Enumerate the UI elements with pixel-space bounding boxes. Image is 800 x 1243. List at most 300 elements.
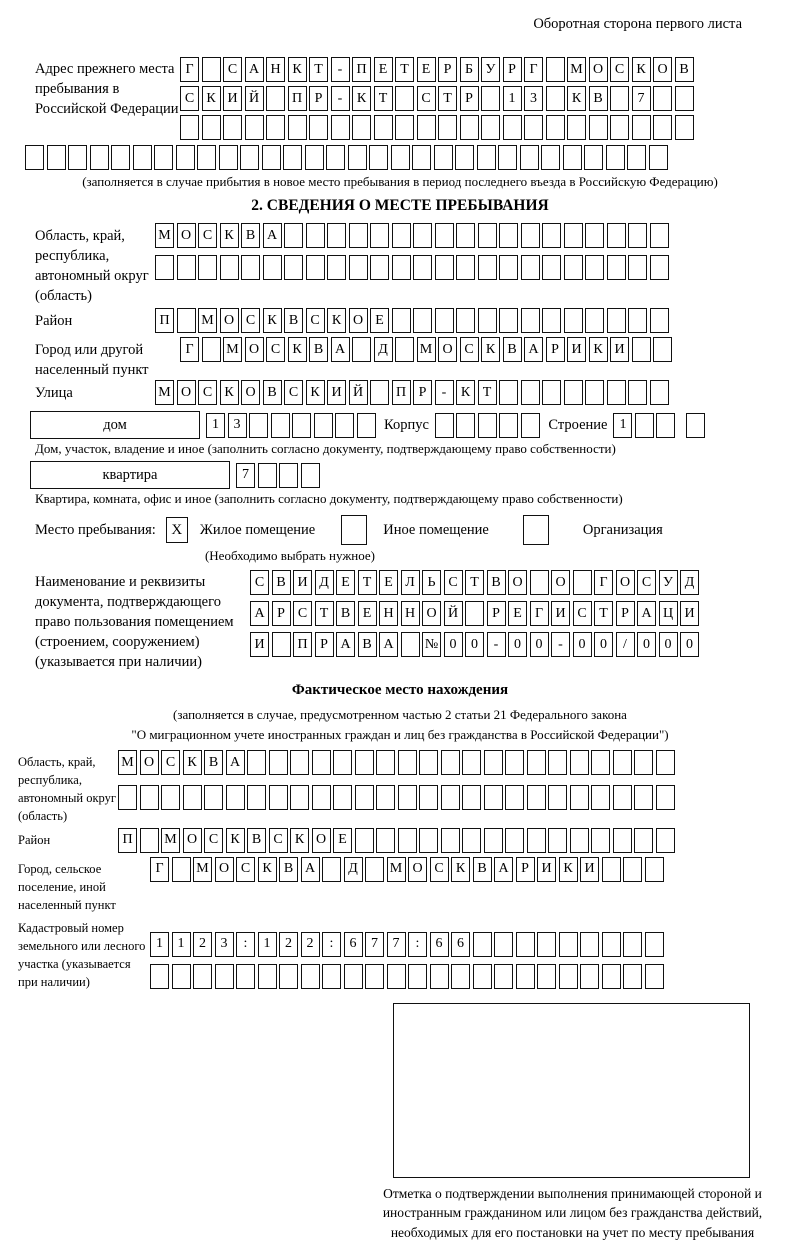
char-cell[interactable]: И — [551, 601, 570, 626]
char-cell[interactable]: 0 — [637, 632, 656, 657]
char-cell[interactable] — [484, 828, 503, 853]
char-cell[interactable]: Д — [315, 570, 334, 595]
char-cell[interactable] — [314, 413, 333, 438]
char-cell[interactable] — [634, 785, 653, 810]
char-cell[interactable] — [370, 255, 389, 280]
char-cell[interactable] — [628, 223, 647, 248]
char-cell[interactable]: К — [451, 857, 470, 882]
char-cell[interactable] — [111, 145, 130, 170]
char-cell[interactable]: К — [567, 86, 586, 111]
char-cell[interactable]: П — [155, 308, 174, 333]
char-cell[interactable] — [589, 115, 608, 140]
char-cell[interactable]: : — [408, 932, 427, 957]
char-cell[interactable]: 0 — [680, 632, 699, 657]
char-cell[interactable]: 1 — [150, 932, 169, 957]
char-cell[interactable] — [559, 964, 578, 989]
char-cell[interactable] — [656, 750, 675, 775]
char-cell[interactable] — [494, 964, 513, 989]
char-cell[interactable]: Т — [438, 86, 457, 111]
char-cell[interactable]: Д — [344, 857, 363, 882]
char-cell[interactable]: С — [460, 337, 479, 362]
char-cell[interactable] — [355, 828, 374, 853]
char-cell[interactable] — [478, 413, 497, 438]
char-cell[interactable]: М — [567, 57, 586, 82]
char-cell[interactable]: И — [610, 337, 629, 362]
char-cell[interactable] — [305, 145, 324, 170]
char-cell[interactable] — [266, 115, 285, 140]
char-cell[interactable]: Т — [315, 601, 334, 626]
char-cell[interactable] — [326, 145, 345, 170]
char-cell[interactable]: М — [161, 828, 180, 853]
char-cell[interactable] — [591, 828, 610, 853]
char-cell[interactable]: М — [387, 857, 406, 882]
char-cell[interactable] — [478, 223, 497, 248]
checkbox-zhiloe[interactable]: X — [166, 517, 188, 543]
char-cell[interactable] — [645, 857, 664, 882]
char-cell[interactable] — [516, 964, 535, 989]
char-cell[interactable] — [223, 115, 242, 140]
char-cell[interactable] — [357, 413, 376, 438]
char-cell[interactable] — [263, 255, 282, 280]
char-cell[interactable]: С — [284, 380, 303, 405]
char-cell[interactable]: Д — [680, 570, 699, 595]
char-cell[interactable] — [484, 785, 503, 810]
char-cell[interactable] — [541, 145, 560, 170]
char-cell[interactable]: Т — [465, 570, 484, 595]
char-cell[interactable]: К — [306, 380, 325, 405]
char-cell[interactable]: В — [487, 570, 506, 595]
char-cell[interactable] — [585, 380, 604, 405]
char-cell[interactable]: Р — [616, 601, 635, 626]
char-cell[interactable]: Р — [413, 380, 432, 405]
char-cell[interactable] — [559, 932, 578, 957]
char-cell[interactable] — [613, 828, 632, 853]
char-cell[interactable] — [546, 86, 565, 111]
char-cell[interactable] — [484, 750, 503, 775]
char-cell[interactable] — [435, 413, 454, 438]
char-cell[interactable]: К — [327, 308, 346, 333]
char-cell[interactable] — [498, 145, 517, 170]
char-cell[interactable] — [154, 145, 173, 170]
char-cell[interactable] — [245, 115, 264, 140]
char-cell[interactable] — [441, 750, 460, 775]
char-cell[interactable]: Й — [444, 601, 463, 626]
char-cell[interactable] — [585, 223, 604, 248]
char-cell[interactable]: К — [352, 86, 371, 111]
char-cell[interactable] — [376, 785, 395, 810]
char-cell[interactable] — [570, 785, 589, 810]
char-cell[interactable]: В — [309, 337, 328, 362]
char-cell[interactable] — [607, 255, 626, 280]
char-cell[interactable] — [269, 785, 288, 810]
char-cell[interactable] — [481, 86, 500, 111]
char-cell[interactable]: К — [220, 380, 239, 405]
char-cell[interactable]: 7 — [387, 932, 406, 957]
char-cell[interactable] — [202, 115, 221, 140]
char-cell[interactable] — [133, 145, 152, 170]
char-cell[interactable] — [478, 255, 497, 280]
char-cell[interactable]: А — [250, 601, 269, 626]
char-cell[interactable]: В — [247, 828, 266, 853]
char-cell[interactable] — [177, 308, 196, 333]
char-cell[interactable]: Д — [374, 337, 393, 362]
char-cell[interactable]: О — [312, 828, 331, 853]
char-cell[interactable] — [584, 145, 603, 170]
checkbox-inoe[interactable] — [341, 515, 367, 545]
char-cell[interactable] — [650, 308, 669, 333]
char-cell[interactable] — [369, 145, 388, 170]
char-cell[interactable]: Г — [180, 57, 199, 82]
char-cell[interactable]: Е — [379, 570, 398, 595]
char-cell[interactable] — [180, 115, 199, 140]
char-cell[interactable] — [219, 145, 238, 170]
char-cell[interactable] — [395, 115, 414, 140]
char-cell[interactable] — [292, 413, 311, 438]
char-cell[interactable] — [481, 115, 500, 140]
char-cell[interactable]: В — [358, 632, 377, 657]
char-cell[interactable] — [645, 964, 664, 989]
char-cell[interactable]: К — [258, 857, 277, 882]
char-cell[interactable] — [499, 308, 518, 333]
char-cell[interactable]: С — [610, 57, 629, 82]
char-cell[interactable] — [306, 223, 325, 248]
char-cell[interactable] — [435, 223, 454, 248]
char-cell[interactable] — [197, 145, 216, 170]
char-cell[interactable]: Е — [374, 57, 393, 82]
char-cell[interactable]: И — [327, 380, 346, 405]
char-cell[interactable] — [47, 145, 66, 170]
char-cell[interactable]: 7 — [632, 86, 651, 111]
char-cell[interactable]: 3 — [228, 413, 247, 438]
char-cell[interactable] — [408, 964, 427, 989]
char-cell[interactable] — [309, 115, 328, 140]
char-cell[interactable] — [412, 145, 431, 170]
char-cell[interactable] — [505, 750, 524, 775]
char-cell[interactable]: Г — [594, 570, 613, 595]
char-cell[interactable] — [460, 115, 479, 140]
char-cell[interactable] — [613, 750, 632, 775]
char-cell[interactable]: 1 — [172, 932, 191, 957]
char-cell[interactable]: Г — [150, 857, 169, 882]
char-cell[interactable]: 0 — [465, 632, 484, 657]
char-cell[interactable] — [675, 86, 694, 111]
char-cell[interactable] — [632, 337, 651, 362]
char-cell[interactable]: - — [331, 57, 350, 82]
char-cell[interactable]: С — [198, 223, 217, 248]
char-cell[interactable]: Й — [349, 380, 368, 405]
char-cell[interactable] — [434, 145, 453, 170]
char-cell[interactable]: С — [444, 570, 463, 595]
char-cell[interactable]: 0 — [530, 632, 549, 657]
char-cell[interactable] — [172, 857, 191, 882]
char-cell[interactable] — [635, 413, 654, 438]
char-cell[interactable]: 1 — [613, 413, 632, 438]
char-cell[interactable] — [564, 223, 583, 248]
char-cell[interactable] — [376, 828, 395, 853]
char-cell[interactable] — [398, 750, 417, 775]
char-cell[interactable] — [563, 145, 582, 170]
char-cell[interactable]: М — [118, 750, 137, 775]
char-cell[interactable] — [606, 145, 625, 170]
char-cell[interactable] — [176, 145, 195, 170]
char-cell[interactable] — [258, 463, 277, 488]
char-cell[interactable] — [478, 308, 497, 333]
char-cell[interactable]: Р — [516, 857, 535, 882]
char-cell[interactable] — [627, 145, 646, 170]
char-cell[interactable] — [580, 932, 599, 957]
char-cell[interactable] — [430, 964, 449, 989]
char-cell[interactable]: С — [198, 380, 217, 405]
char-cell[interactable] — [327, 223, 346, 248]
char-cell[interactable] — [494, 932, 513, 957]
char-cell[interactable] — [650, 223, 669, 248]
char-cell[interactable] — [462, 785, 481, 810]
char-cell[interactable] — [215, 964, 234, 989]
char-cell[interactable] — [395, 86, 414, 111]
char-cell[interactable]: К — [559, 857, 578, 882]
char-cell[interactable] — [150, 964, 169, 989]
char-cell[interactable] — [456, 413, 475, 438]
char-cell[interactable]: О — [616, 570, 635, 595]
char-cell[interactable] — [548, 828, 567, 853]
char-cell[interactable]: В — [284, 308, 303, 333]
char-cell[interactable]: Р — [315, 632, 334, 657]
char-cell[interactable] — [548, 750, 567, 775]
char-cell[interactable] — [365, 857, 384, 882]
char-cell[interactable]: М — [417, 337, 436, 362]
char-cell[interactable]: К — [589, 337, 608, 362]
char-cell[interactable] — [686, 413, 705, 438]
char-cell[interactable] — [279, 964, 298, 989]
char-cell[interactable]: : — [236, 932, 255, 957]
char-cell[interactable] — [392, 255, 411, 280]
char-cell[interactable]: С — [269, 828, 288, 853]
char-cell[interactable] — [527, 785, 546, 810]
char-cell[interactable] — [473, 964, 492, 989]
char-cell[interactable] — [283, 145, 302, 170]
char-cell[interactable] — [456, 223, 475, 248]
char-cell[interactable] — [521, 308, 540, 333]
char-cell[interactable]: 3 — [215, 932, 234, 957]
char-cell[interactable]: А — [637, 601, 656, 626]
char-cell[interactable] — [649, 145, 668, 170]
char-cell[interactable] — [352, 115, 371, 140]
char-cell[interactable] — [417, 115, 436, 140]
char-cell[interactable] — [322, 964, 341, 989]
char-cell[interactable] — [473, 932, 492, 957]
char-cell[interactable] — [548, 785, 567, 810]
char-cell[interactable] — [546, 57, 565, 82]
char-cell[interactable] — [288, 115, 307, 140]
char-cell[interactable] — [477, 145, 496, 170]
char-cell[interactable]: П — [118, 828, 137, 853]
checkbox-organizatsiya[interactable] — [523, 515, 549, 545]
char-cell[interactable]: Р — [546, 337, 565, 362]
char-cell[interactable]: О — [349, 308, 368, 333]
char-cell[interactable] — [542, 223, 561, 248]
char-cell[interactable]: И — [567, 337, 586, 362]
char-cell[interactable] — [284, 223, 303, 248]
char-cell[interactable] — [585, 308, 604, 333]
char-cell[interactable]: Г — [180, 337, 199, 362]
char-cell[interactable]: 0 — [594, 632, 613, 657]
char-cell[interactable]: О — [408, 857, 427, 882]
char-cell[interactable]: С — [417, 86, 436, 111]
char-cell[interactable]: И — [680, 601, 699, 626]
char-cell[interactable] — [419, 828, 438, 853]
char-cell[interactable]: О — [215, 857, 234, 882]
char-cell[interactable] — [656, 828, 675, 853]
char-cell[interactable]: А — [263, 223, 282, 248]
char-cell[interactable] — [398, 785, 417, 810]
char-cell[interactable] — [365, 964, 384, 989]
char-cell[interactable]: О — [551, 570, 570, 595]
char-cell[interactable]: О — [177, 223, 196, 248]
char-cell[interactable]: Ь — [422, 570, 441, 595]
char-cell[interactable] — [262, 145, 281, 170]
char-cell[interactable]: Л — [401, 570, 420, 595]
char-cell[interactable]: Б — [460, 57, 479, 82]
char-cell[interactable] — [392, 223, 411, 248]
char-cell[interactable]: В — [263, 380, 282, 405]
char-cell[interactable] — [623, 932, 642, 957]
char-cell[interactable] — [118, 785, 137, 810]
char-cell[interactable] — [602, 964, 621, 989]
char-cell[interactable] — [521, 413, 540, 438]
char-cell[interactable]: М — [198, 308, 217, 333]
char-cell[interactable]: Т — [374, 86, 393, 111]
char-cell[interactable] — [413, 223, 432, 248]
char-cell[interactable]: А — [336, 632, 355, 657]
char-cell[interactable] — [462, 750, 481, 775]
char-cell[interactable] — [435, 255, 454, 280]
char-cell[interactable] — [527, 750, 546, 775]
char-cell[interactable]: В — [503, 337, 522, 362]
char-cell[interactable]: 1 — [258, 932, 277, 957]
char-cell[interactable]: 7 — [365, 932, 384, 957]
char-cell[interactable] — [284, 255, 303, 280]
char-cell[interactable]: 6 — [344, 932, 363, 957]
char-cell[interactable] — [451, 964, 470, 989]
char-cell[interactable] — [455, 145, 474, 170]
char-cell[interactable]: Е — [333, 828, 352, 853]
char-cell[interactable]: Н — [379, 601, 398, 626]
char-cell[interactable] — [419, 785, 438, 810]
char-cell[interactable] — [537, 932, 556, 957]
char-cell[interactable]: У — [659, 570, 678, 595]
char-cell[interactable] — [656, 785, 675, 810]
char-cell[interactable] — [374, 115, 393, 140]
char-cell[interactable]: Р — [309, 86, 328, 111]
char-cell[interactable] — [645, 932, 664, 957]
char-cell[interactable]: О — [422, 601, 441, 626]
char-cell[interactable] — [546, 115, 565, 140]
char-cell[interactable] — [573, 570, 592, 595]
char-cell[interactable] — [542, 380, 561, 405]
char-cell[interactable]: П — [288, 86, 307, 111]
char-cell[interactable]: И — [537, 857, 556, 882]
char-cell[interactable] — [438, 115, 457, 140]
char-cell[interactable]: С — [266, 337, 285, 362]
char-cell[interactable]: В — [675, 57, 694, 82]
char-cell[interactable]: С — [241, 308, 260, 333]
char-cell[interactable]: И — [223, 86, 242, 111]
char-cell[interactable] — [177, 255, 196, 280]
char-cell[interactable]: М — [155, 380, 174, 405]
char-cell[interactable]: М — [193, 857, 212, 882]
char-cell[interactable] — [348, 145, 367, 170]
char-cell[interactable] — [462, 828, 481, 853]
char-cell[interactable]: Т — [309, 57, 328, 82]
char-cell[interactable] — [653, 86, 672, 111]
char-cell[interactable] — [456, 255, 475, 280]
char-cell[interactable]: К — [632, 57, 651, 82]
char-cell[interactable]: К — [288, 337, 307, 362]
char-cell[interactable] — [542, 308, 561, 333]
char-cell[interactable] — [441, 785, 460, 810]
char-cell[interactable] — [610, 115, 629, 140]
char-cell[interactable]: О — [220, 308, 239, 333]
char-cell[interactable] — [413, 308, 432, 333]
char-cell[interactable] — [628, 380, 647, 405]
char-cell[interactable]: Н — [266, 57, 285, 82]
char-cell[interactable]: Г — [530, 601, 549, 626]
char-cell[interactable] — [220, 255, 239, 280]
char-cell[interactable] — [505, 785, 524, 810]
char-cell[interactable] — [435, 308, 454, 333]
char-cell[interactable]: К — [456, 380, 475, 405]
char-cell[interactable]: С — [293, 601, 312, 626]
char-cell[interactable] — [322, 857, 341, 882]
char-cell[interactable]: А — [494, 857, 513, 882]
char-cell[interactable] — [161, 785, 180, 810]
char-cell[interactable] — [650, 255, 669, 280]
char-cell[interactable] — [140, 828, 159, 853]
char-cell[interactable]: - — [487, 632, 506, 657]
char-cell[interactable] — [333, 750, 352, 775]
char-cell[interactable] — [521, 380, 540, 405]
char-cell[interactable] — [607, 380, 626, 405]
char-cell[interactable] — [570, 828, 589, 853]
char-cell[interactable] — [202, 337, 221, 362]
char-cell[interactable]: К — [183, 750, 202, 775]
char-cell[interactable]: № — [422, 632, 441, 657]
char-cell[interactable]: 0 — [573, 632, 592, 657]
char-cell[interactable]: В — [336, 601, 355, 626]
char-cell[interactable]: О — [183, 828, 202, 853]
char-cell[interactable] — [271, 413, 290, 438]
char-cell[interactable] — [653, 115, 672, 140]
char-cell[interactable] — [537, 964, 556, 989]
char-cell[interactable] — [269, 750, 288, 775]
char-cell[interactable]: К — [481, 337, 500, 362]
char-cell[interactable] — [564, 255, 583, 280]
char-cell[interactable]: В — [589, 86, 608, 111]
char-cell[interactable] — [352, 337, 371, 362]
char-cell[interactable]: Е — [358, 601, 377, 626]
char-cell[interactable]: М — [155, 223, 174, 248]
char-cell[interactable] — [327, 255, 346, 280]
char-cell[interactable] — [240, 145, 259, 170]
char-cell[interactable]: - — [551, 632, 570, 657]
char-cell[interactable]: Р — [487, 601, 506, 626]
char-cell[interactable]: 0 — [508, 632, 527, 657]
char-cell[interactable]: С — [223, 57, 242, 82]
char-cell[interactable] — [499, 380, 518, 405]
char-cell[interactable] — [172, 964, 191, 989]
char-cell[interactable]: А — [379, 632, 398, 657]
char-cell[interactable]: О — [241, 380, 260, 405]
